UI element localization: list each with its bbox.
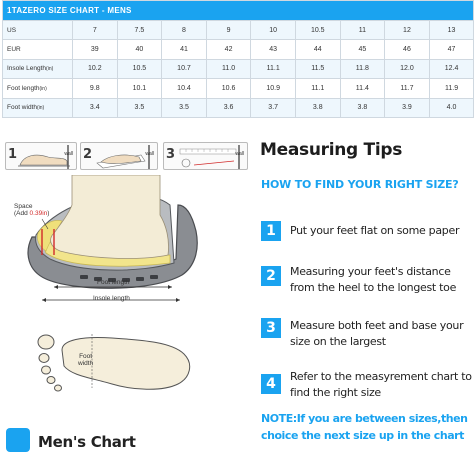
footprint-illustration	[32, 320, 202, 400]
step-1-thumbnail	[5, 142, 77, 170]
insole-length-label: Insole length	[93, 295, 130, 302]
size-chart-row-header	[3, 40, 73, 59]
size-chart-cell: 41	[162, 40, 207, 59]
size-chart-row	[3, 98, 474, 117]
size-chart-cell: 11.9	[429, 79, 474, 98]
size-chart-cell: 4.0	[429, 98, 474, 117]
tip-1-number-badge: 1	[261, 221, 281, 241]
size-chart-cell: 45	[340, 40, 385, 59]
size-chart-cell: 42	[206, 40, 251, 59]
size-chart-row-header	[3, 79, 73, 98]
size-chart-cell: 12.4	[429, 59, 474, 78]
tip-2-number-badge: 2	[261, 266, 281, 286]
size-chart-cell: 10.5	[295, 21, 340, 40]
size-chart-cell: 47	[429, 40, 474, 59]
step-3-number: 3	[166, 147, 176, 162]
size-chart-cell: 11.8	[340, 59, 385, 78]
size-chart-row	[3, 59, 474, 78]
tip-4-number-badge: 4	[261, 374, 281, 394]
step-1-wall-label: wall	[64, 151, 73, 157]
sizing-note: NOTE:If you are between sizes,then choice the next size up in the chart	[261, 412, 468, 442]
size-chart-cell: 3.8	[295, 98, 340, 117]
size-chart-body	[3, 21, 474, 118]
mens-chart-label: Men's Chart	[38, 433, 136, 451]
size-chart-cell: 11.1	[251, 59, 296, 78]
step-2-thumbnail	[80, 142, 158, 170]
size-chart-row	[3, 79, 474, 98]
size-chart-cell: 3.8	[340, 98, 385, 117]
size-chart-cell: 10.4	[162, 79, 207, 98]
foot-length-label: Foot length	[97, 279, 130, 286]
size-chart-cell: 3.5	[162, 98, 207, 117]
size-chart-row-header	[3, 21, 73, 40]
size-chart-cell: 12.0	[385, 59, 430, 78]
tips-title: Measuring Tips	[260, 140, 403, 160]
size-chart-row-header	[3, 59, 73, 78]
tip-2-text: Measuring your feet's distance from the heel to the longest toe	[290, 265, 457, 294]
size-chart-cell: 13	[429, 21, 474, 40]
row-label: EUR	[7, 46, 21, 54]
tips-subtitle: HOW TO FIND YOUR RIGHT SIZE?	[261, 178, 459, 191]
step-3-wall-label: wall	[235, 151, 244, 157]
tip-1-text: Put your feet flat on some paper	[290, 224, 460, 237]
tip-3-number-badge: 3	[261, 318, 281, 338]
size-chart-cell: 9	[206, 21, 251, 40]
size-chart-cell: 11.4	[340, 79, 385, 98]
size-chart-cell: 3.9	[385, 98, 430, 117]
size-chart-row-header	[3, 98, 73, 117]
step-1-number: 1	[8, 147, 18, 162]
size-chart-cell: 40	[117, 40, 162, 59]
size-chart-cell: 7	[73, 21, 118, 40]
size-chart-cell: 12	[385, 21, 430, 40]
tip-3-text: Measure both feet and base your size on the largest	[290, 319, 464, 348]
foot-width-label: Foot width	[78, 353, 94, 368]
row-unit: (in)	[39, 85, 47, 92]
size-chart-row	[3, 40, 474, 59]
size-chart-cell: 44	[295, 40, 340, 59]
size-chart-cell: 8	[162, 21, 207, 40]
size-chart-cell: 11.0	[206, 59, 251, 78]
size-chart-row	[3, 21, 474, 40]
size-chart-table	[2, 0, 474, 118]
size-chart-cell: 46	[385, 40, 430, 59]
row-unit: (in)	[37, 105, 45, 112]
size-chart-cell: 9.8	[73, 79, 118, 98]
size-chart-cell: 39	[73, 40, 118, 59]
size-chart-title: 1TAZERO SIZE CHART - MENS	[3, 1, 474, 21]
tip-4-text: Refer to the measyrement chart to find the right size	[290, 370, 472, 399]
size-chart-cell: 3.7	[251, 98, 296, 117]
row-label: US	[7, 26, 17, 34]
size-chart-cell: 43	[251, 40, 296, 59]
size-chart-cell: 11.7	[385, 79, 430, 98]
step-2-number: 2	[83, 147, 93, 162]
mens-chart-swatch	[6, 428, 30, 452]
size-chart-cell: 11	[340, 21, 385, 40]
step-2-wall-label: wall	[145, 151, 154, 157]
size-chart-cell: 3.4	[73, 98, 118, 117]
size-chart-cell: 11.1	[295, 79, 340, 98]
space-label: Space (Add 0.39in)	[14, 203, 50, 218]
size-chart-cell: 10.6	[206, 79, 251, 98]
size-chart-cell: 3.6	[206, 98, 251, 117]
size-chart-cell: 3.5	[117, 98, 162, 117]
row-label: Foot length	[7, 84, 40, 92]
size-chart-cell: 10.1	[117, 79, 162, 98]
row-label: Foot width	[7, 104, 37, 112]
row-unit: (in)	[46, 66, 54, 73]
size-chart-cell: 10.7	[162, 59, 207, 78]
size-chart-cell: 10	[251, 21, 296, 40]
size-chart-cell: 10.2	[73, 59, 118, 78]
size-chart-cell: 10.9	[251, 79, 296, 98]
shoe-fit-illustration	[10, 175, 250, 315]
step-3-thumbnail	[163, 142, 248, 170]
size-chart-cell: 10.5	[117, 59, 162, 78]
size-chart-cell: 11.5	[295, 59, 340, 78]
size-chart-cell: 7.5	[117, 21, 162, 40]
row-label: Insole Length	[7, 65, 47, 73]
